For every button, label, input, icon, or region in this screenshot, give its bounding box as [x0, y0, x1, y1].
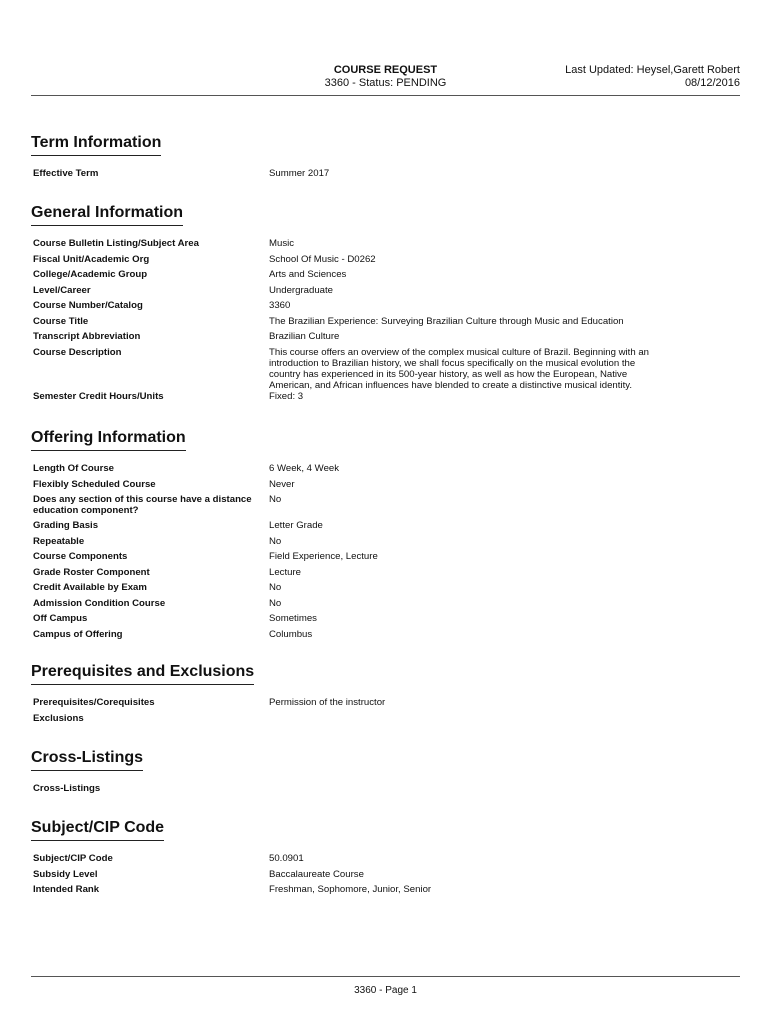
field-label: Subject/CIP Code	[33, 853, 113, 864]
field-label: Admission Condition Course	[33, 597, 166, 609]
field-value: No	[269, 597, 282, 609]
field-row	[31, 285, 741, 301]
field-label: Fiscal Unit/Academic Org	[33, 253, 150, 265]
field-row	[31, 551, 741, 567]
field-label: Credit Available by Exam	[33, 582, 147, 593]
field-label: Course Bulletin Listing/Subject Area	[33, 238, 199, 249]
field-label: Cross-Listings	[33, 783, 101, 794]
field-list	[31, 853, 741, 900]
field-row	[31, 494, 741, 520]
field-row	[31, 269, 741, 285]
section-heading: Offering Information	[31, 428, 186, 451]
field-value: 50.0901	[269, 853, 304, 864]
field-row	[31, 479, 741, 495]
page-footer	[31, 976, 740, 996]
field-value: Brazilian Culture	[269, 331, 340, 342]
field-row	[31, 300, 741, 316]
field-label: Course Number/Catalog	[33, 300, 143, 311]
field-value: Arts and Sciences	[269, 269, 347, 280]
field-value: This course offers an overview of the complex musical culture of Brazil. Beginning with an introduction to Brazilian history, we shall focus specifically on the musical evolution the country has experienced in its 500-year history, as well as how the European, Native American, and African influences have blended to create a distinctive musical identity.	[269, 346, 650, 391]
field-row	[31, 598, 741, 614]
field-row	[31, 567, 741, 583]
field-label: Does any section of this course have a distance education component?	[33, 494, 252, 516]
field-row	[31, 783, 741, 799]
field-label: Length Of Course	[33, 463, 115, 474]
field-list	[31, 463, 741, 644]
field-value: Fixed: 3	[269, 390, 304, 402]
field-label: Off Campus	[33, 613, 88, 624]
page-header	[31, 64, 740, 96]
last-updated-date: 08/12/2016	[684, 77, 740, 89]
field-value: Never	[269, 478, 295, 490]
field-row	[31, 629, 741, 645]
field-value	[269, 783, 741, 799]
document-title: COURSE REQUEST	[333, 64, 438, 76]
field-label: College/Academic Group	[33, 269, 148, 280]
field-label: Course Description	[33, 346, 122, 358]
field-label: Level/Career	[33, 284, 91, 296]
prerequisites-section	[31, 662, 741, 728]
field-value: Sometimes	[269, 613, 317, 624]
field-row	[31, 582, 741, 598]
field-row	[31, 536, 741, 552]
field-list	[31, 697, 741, 728]
last-updated-by: Last Updated: Heysel,Garett Robert	[565, 64, 740, 76]
subject-cip-section	[31, 818, 741, 900]
field-value: Baccalaureate Course	[269, 868, 364, 880]
offering-information-section	[31, 428, 741, 644]
field-label: Semester Credit Hours/Units	[33, 390, 164, 402]
field-value: School Of Music - D0262	[269, 253, 376, 265]
field-value: Columbus	[269, 628, 313, 640]
field-value: Undergraduate	[269, 284, 334, 296]
cross-listings-section	[31, 748, 741, 799]
field-label: Grading Basis	[33, 520, 99, 531]
field-value: Field Experience, Lecture	[269, 551, 378, 562]
field-list	[31, 238, 741, 406]
section-heading: Subject/CIP Code	[31, 818, 164, 841]
field-row	[31, 238, 741, 254]
section-heading: General Information	[31, 203, 183, 226]
section-heading: Prerequisites and Exclusions	[31, 662, 254, 685]
field-row	[31, 254, 741, 270]
field-value: 3360	[269, 300, 291, 311]
field-row	[31, 520, 741, 536]
field-row	[31, 869, 741, 885]
field-label: Transcript Abbreviation	[33, 331, 141, 342]
field-value: No	[269, 535, 282, 547]
last-updated-block	[565, 64, 740, 90]
field-value: Freshman, Sophomore, Junior, Senior	[269, 884, 432, 895]
section-heading: Term Information	[31, 133, 161, 156]
general-information-section	[31, 203, 741, 406]
field-value: Summer 2017	[269, 168, 330, 179]
field-row	[31, 391, 741, 407]
field-label: Course Components	[33, 551, 128, 562]
field-value	[269, 713, 741, 729]
field-row	[31, 713, 741, 729]
field-row	[31, 463, 741, 479]
field-value: No	[269, 494, 282, 505]
field-label: Prerequisites/Corequisites	[33, 697, 155, 708]
field-label: Repeatable	[33, 535, 85, 547]
course-status: 3360 - Status: PENDING	[324, 77, 447, 89]
field-label: Effective Term	[33, 168, 99, 179]
field-label: Exclusions	[33, 712, 84, 724]
term-information-section	[31, 133, 741, 184]
field-value: 6 Week, 4 Week	[269, 463, 340, 474]
field-value: No	[269, 582, 282, 593]
field-row	[31, 697, 741, 713]
field-label: Subsidy Level	[33, 868, 98, 880]
field-label: Course Title	[33, 315, 89, 327]
field-label: Flexibly Scheduled Course	[33, 478, 156, 490]
field-value: Lecture	[269, 566, 301, 578]
field-label: Campus of Offering	[33, 628, 123, 640]
page-number: 3360 - Page 1	[354, 985, 417, 996]
field-value: The Brazilian Experience: Surveying Brazilian Culture through Music and Education	[269, 315, 624, 327]
field-list	[31, 783, 741, 799]
field-row	[31, 853, 741, 869]
field-value: Music	[269, 238, 295, 249]
field-list	[31, 168, 741, 184]
section-heading: Cross-Listings	[31, 748, 143, 771]
field-row	[31, 884, 741, 900]
field-row	[31, 347, 741, 391]
field-value: Letter Grade	[269, 520, 323, 531]
field-row	[31, 331, 741, 347]
field-label: Grade Roster Component	[33, 566, 150, 578]
field-row	[31, 613, 741, 629]
field-value: Permission of the instructor	[269, 697, 386, 708]
field-label: Intended Rank	[33, 884, 100, 895]
field-row	[31, 316, 741, 332]
field-row	[31, 168, 741, 184]
